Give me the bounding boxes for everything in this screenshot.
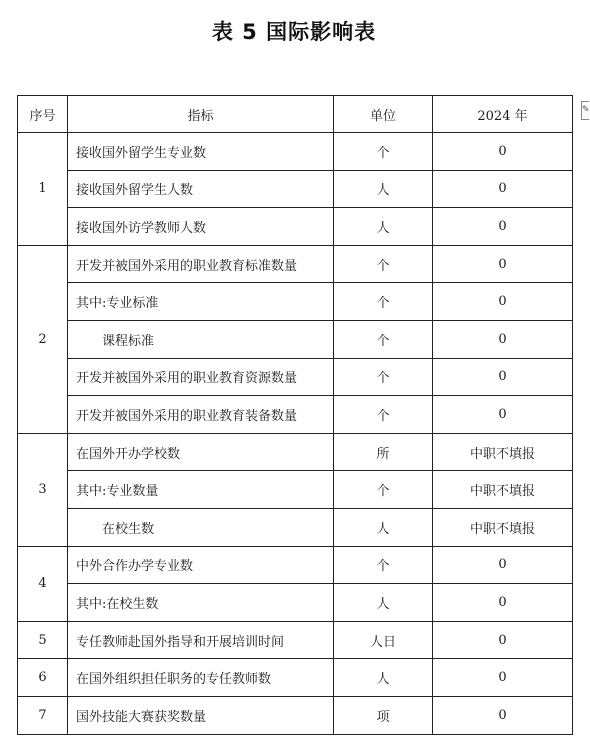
indicator-cell: 在国外组织担任职务的专任教师数 bbox=[68, 659, 334, 697]
unit-cell: 个 bbox=[334, 320, 433, 358]
table-row bbox=[18, 396, 573, 434]
unit-cell: 人 bbox=[334, 208, 433, 246]
value-cell: 0 bbox=[433, 584, 573, 622]
value-cell: 0 bbox=[433, 283, 573, 321]
table-row bbox=[18, 508, 573, 546]
unit-cell: 人 bbox=[334, 584, 433, 622]
unit-cell: 个 bbox=[334, 245, 433, 283]
value-cell: 0 bbox=[433, 659, 573, 697]
unit-cell: 项 bbox=[334, 696, 433, 734]
table-row bbox=[18, 659, 573, 697]
value-cell: 中职不填报 bbox=[433, 508, 573, 546]
header-year: 2024 年 bbox=[433, 96, 573, 133]
seq-cell: 3 bbox=[18, 433, 68, 546]
indicator-cell: 开发并被国外采用的职业教育资源数量 bbox=[68, 358, 334, 396]
table-header-row bbox=[18, 96, 573, 133]
value-cell: 0 bbox=[433, 320, 573, 358]
table-title: 表 5 国际影响表 bbox=[211, 20, 377, 44]
value-cell: 0 bbox=[433, 208, 573, 246]
value-cell: 中职不填报 bbox=[433, 471, 573, 509]
table-row bbox=[18, 696, 573, 734]
table-row bbox=[18, 170, 573, 208]
indicator-cell: 中外合作办学专业数 bbox=[68, 546, 334, 584]
unit-cell: 个 bbox=[334, 471, 433, 509]
unit-cell: 人 bbox=[334, 659, 433, 697]
table-row bbox=[18, 245, 573, 283]
unit-cell: 个 bbox=[334, 546, 433, 584]
international-impact-table bbox=[17, 95, 573, 735]
value-cell: 0 bbox=[433, 621, 573, 659]
indicator-cell: 其中:在校生数 bbox=[68, 584, 334, 622]
table-row bbox=[18, 433, 573, 471]
indicator-cell: 其中:专业数量 bbox=[68, 471, 334, 509]
seq-cell: 5 bbox=[18, 621, 68, 659]
table-row bbox=[18, 133, 573, 171]
table-row bbox=[18, 546, 573, 584]
table-row bbox=[18, 208, 573, 246]
unit-cell: 个 bbox=[334, 396, 433, 434]
unit-cell: 人 bbox=[334, 508, 433, 546]
unit-cell: 个 bbox=[334, 283, 433, 321]
seq-cell: 6 bbox=[18, 659, 68, 697]
header-unit: 单位 bbox=[334, 96, 433, 133]
header-seq: 序号 bbox=[18, 96, 68, 133]
seq-cell: 2 bbox=[18, 245, 68, 433]
value-cell: 0 bbox=[433, 358, 573, 396]
indicator-cell: 在国外开办学校数 bbox=[68, 433, 334, 471]
indicator-cell: 国外技能大赛获奖数量 bbox=[68, 696, 334, 734]
table-row bbox=[18, 358, 573, 396]
indicator-cell: 接收国外访学教师人数 bbox=[68, 208, 334, 246]
indicator-cell: 开发并被国外采用的职业教育标准数量 bbox=[68, 245, 334, 283]
table-row bbox=[18, 320, 573, 358]
value-cell: 0 bbox=[433, 546, 573, 584]
value-cell: 0 bbox=[433, 245, 573, 283]
seq-cell: 4 bbox=[18, 546, 68, 621]
unit-cell: 个 bbox=[334, 358, 433, 396]
unit-cell: 个 bbox=[334, 133, 433, 171]
edit-icon[interactable]: ✎ bbox=[581, 101, 589, 120]
value-cell: 0 bbox=[433, 696, 573, 734]
value-cell: 0 bbox=[433, 170, 573, 208]
value-cell: 0 bbox=[433, 396, 573, 434]
table-row bbox=[18, 584, 573, 622]
table-row bbox=[18, 621, 573, 659]
indicator-cell: 专任教师赴国外指导和开展培训时间 bbox=[68, 621, 334, 659]
indicator-cell: 接收国外留学生专业数 bbox=[68, 133, 334, 171]
indicator-cell: 其中:专业标准 bbox=[68, 283, 334, 321]
unit-cell: 所 bbox=[334, 433, 433, 471]
table-row bbox=[18, 283, 573, 321]
unit-cell: 人 bbox=[334, 170, 433, 208]
value-cell: 0 bbox=[433, 133, 573, 171]
indicator-cell: 在校生数 bbox=[68, 508, 334, 546]
indicator-cell: 接收国外留学生人数 bbox=[68, 170, 334, 208]
table-row bbox=[18, 471, 573, 509]
seq-cell: 7 bbox=[18, 696, 68, 734]
indicator-cell: 课程标准 bbox=[68, 320, 334, 358]
indicator-cell: 开发并被国外采用的职业教育装备数量 bbox=[68, 396, 334, 434]
value-cell: 中职不填报 bbox=[433, 433, 573, 471]
header-indicator: 指标 bbox=[68, 96, 334, 133]
table-body bbox=[18, 133, 573, 735]
seq-cell: 1 bbox=[18, 133, 68, 246]
unit-cell: 人日 bbox=[334, 621, 433, 659]
